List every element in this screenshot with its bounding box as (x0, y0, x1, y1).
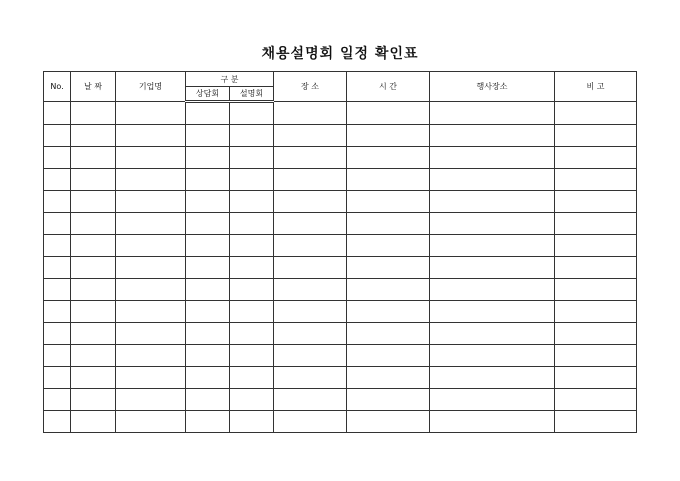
table-cell[interactable] (71, 389, 116, 411)
table-cell[interactable] (116, 301, 186, 323)
table-cell[interactable] (186, 301, 230, 323)
table-cell[interactable] (116, 235, 186, 257)
table-cell[interactable] (71, 257, 116, 279)
table-cell[interactable] (71, 367, 116, 389)
table-cell[interactable] (430, 169, 555, 191)
table-cell[interactable] (274, 102, 347, 125)
table-cell[interactable] (430, 411, 555, 433)
table-cell[interactable] (555, 301, 637, 323)
table-cell[interactable] (116, 279, 186, 301)
table-cell[interactable] (186, 169, 230, 191)
table-cell[interactable] (430, 191, 555, 213)
schedule-table (43, 71, 637, 433)
table-cell[interactable] (347, 323, 430, 345)
table-cell[interactable] (555, 147, 637, 169)
table-cell[interactable] (555, 169, 637, 191)
table-cell[interactable] (186, 235, 230, 257)
table-cell[interactable] (274, 323, 347, 345)
table-cell[interactable] (230, 279, 274, 301)
table-row (44, 169, 637, 191)
table-cell[interactable] (230, 257, 274, 279)
table-cell[interactable] (71, 323, 116, 345)
table-cell[interactable] (116, 169, 186, 191)
table-cell[interactable] (230, 213, 274, 235)
table-cell[interactable] (230, 102, 274, 125)
table-cell[interactable] (186, 125, 230, 147)
table-cell[interactable] (347, 147, 430, 169)
table-cell[interactable] (274, 301, 347, 323)
table-row (44, 235, 637, 257)
table-cell[interactable] (230, 191, 274, 213)
table-cell[interactable] (430, 102, 555, 125)
table-cell[interactable] (347, 301, 430, 323)
table-cell[interactable] (430, 367, 555, 389)
table-cell[interactable] (347, 125, 430, 147)
table-cell[interactable] (555, 102, 637, 125)
header-time: 시 간 (347, 72, 430, 102)
header-company: 기업명 (116, 72, 186, 102)
table-cell[interactable] (44, 367, 71, 389)
header-remarks: 비 고 (555, 72, 637, 102)
table-cell[interactable] (71, 191, 116, 213)
table-cell[interactable] (44, 411, 71, 433)
table-cell[interactable] (44, 257, 71, 279)
table-row (44, 367, 637, 389)
table-cell[interactable] (555, 125, 637, 147)
table-cell[interactable] (71, 147, 116, 169)
table-cell[interactable] (44, 323, 71, 345)
table-cell[interactable] (71, 345, 116, 367)
header-briefing: 설명회 (230, 87, 274, 102)
table-cell[interactable] (44, 301, 71, 323)
header-consultation: 상담회 (186, 87, 230, 102)
table-cell[interactable] (116, 411, 186, 433)
table-cell[interactable] (555, 345, 637, 367)
table-cell[interactable] (274, 191, 347, 213)
table-cell[interactable] (71, 411, 116, 433)
header-place: 장 소 (274, 72, 347, 102)
table-cell[interactable] (274, 367, 347, 389)
table-cell[interactable] (430, 213, 555, 235)
table-cell[interactable] (347, 213, 430, 235)
table-cell[interactable] (44, 102, 71, 125)
table-cell[interactable] (274, 125, 347, 147)
table-row (44, 389, 637, 411)
table-cell[interactable] (274, 147, 347, 169)
table-cell[interactable] (71, 301, 116, 323)
table-row (44, 301, 637, 323)
table-row (44, 191, 637, 213)
table-cell[interactable] (116, 323, 186, 345)
table-row (44, 213, 637, 235)
table-cell[interactable] (274, 279, 347, 301)
table-cell[interactable] (430, 389, 555, 411)
header-date: 날 짜 (71, 72, 116, 102)
table-cell[interactable] (186, 213, 230, 235)
table-cell[interactable] (44, 235, 71, 257)
table-cell[interactable] (555, 191, 637, 213)
table-cell[interactable] (44, 169, 71, 191)
table-cell[interactable] (430, 323, 555, 345)
table-cell[interactable] (186, 102, 230, 125)
table-cell[interactable] (186, 257, 230, 279)
table-cell[interactable] (430, 125, 555, 147)
table-cell[interactable] (186, 389, 230, 411)
table-cell[interactable] (430, 345, 555, 367)
table-cell[interactable] (116, 125, 186, 147)
table-cell[interactable] (430, 279, 555, 301)
table-cell[interactable] (347, 279, 430, 301)
table-cell[interactable] (555, 367, 637, 389)
table-cell[interactable] (274, 257, 347, 279)
header-category: 구 분 (186, 72, 274, 87)
table-cell[interactable] (230, 147, 274, 169)
table-row (44, 147, 637, 169)
table-cell[interactable] (230, 169, 274, 191)
table-cell[interactable] (71, 235, 116, 257)
table-cell[interactable] (186, 279, 230, 301)
table-cell[interactable] (71, 102, 116, 125)
table-cell[interactable] (44, 147, 71, 169)
table-cell[interactable] (44, 345, 71, 367)
table-cell[interactable] (186, 323, 230, 345)
table-cell[interactable] (186, 147, 230, 169)
table-row (44, 125, 637, 147)
table-row (44, 411, 637, 433)
table-cell[interactable] (230, 389, 274, 411)
table-cell[interactable] (186, 191, 230, 213)
table-cell[interactable] (116, 257, 186, 279)
table-cell[interactable] (44, 389, 71, 411)
table-row (44, 279, 637, 301)
table-cell[interactable] (274, 411, 347, 433)
table-cell[interactable] (347, 235, 430, 257)
table-cell[interactable] (555, 411, 637, 433)
table-cell[interactable] (347, 257, 430, 279)
table-cell[interactable] (347, 389, 430, 411)
table-cell[interactable] (116, 213, 186, 235)
table-row (44, 323, 637, 345)
table-cell[interactable] (71, 125, 116, 147)
table-row (44, 345, 637, 367)
header-venue: 행사장소 (430, 72, 555, 102)
table-cell[interactable] (430, 235, 555, 257)
table-cell[interactable] (555, 323, 637, 345)
table-cell[interactable] (430, 147, 555, 169)
header-no: No. (44, 72, 71, 102)
table-cell[interactable] (274, 235, 347, 257)
table-row (44, 257, 637, 279)
table-cell[interactable] (230, 411, 274, 433)
table-cell[interactable] (44, 279, 71, 301)
table-cell[interactable] (44, 191, 71, 213)
table-cell[interactable] (347, 191, 430, 213)
table-cell[interactable] (430, 301, 555, 323)
table-cell[interactable] (347, 169, 430, 191)
table-cell[interactable] (230, 323, 274, 345)
table-cell[interactable] (555, 235, 637, 257)
table-cell[interactable] (347, 367, 430, 389)
table-cell[interactable] (71, 169, 116, 191)
table-cell[interactable] (116, 367, 186, 389)
table-cell[interactable] (555, 279, 637, 301)
table-cell[interactable] (230, 301, 274, 323)
table-cell[interactable] (274, 169, 347, 191)
table-cell[interactable] (230, 367, 274, 389)
table-row (44, 102, 637, 125)
table-cell[interactable] (555, 389, 637, 411)
table-cell[interactable] (116, 102, 186, 125)
table-cell[interactable] (347, 345, 430, 367)
table-cell[interactable] (274, 345, 347, 367)
document-title: 채용설명회 일정 확인표 (261, 46, 419, 62)
table-cell[interactable] (430, 257, 555, 279)
table-cell[interactable] (71, 213, 116, 235)
table-cell[interactable] (186, 367, 230, 389)
table-cell[interactable] (116, 345, 186, 367)
table-cell[interactable] (555, 213, 637, 235)
table-cell[interactable] (274, 213, 347, 235)
table-cell[interactable] (186, 345, 230, 367)
table-cell[interactable] (44, 125, 71, 147)
table-cell[interactable] (116, 389, 186, 411)
table-cell[interactable] (347, 411, 430, 433)
table-cell[interactable] (71, 279, 116, 301)
table-cell[interactable] (274, 389, 347, 411)
table-cell[interactable] (230, 125, 274, 147)
table-cell[interactable] (347, 102, 430, 125)
table-cell[interactable] (230, 235, 274, 257)
table-cell[interactable] (230, 345, 274, 367)
table-cell[interactable] (555, 257, 637, 279)
table-cell[interactable] (186, 411, 230, 433)
table-cell[interactable] (116, 147, 186, 169)
table-cell[interactable] (44, 213, 71, 235)
table-cell[interactable] (116, 191, 186, 213)
